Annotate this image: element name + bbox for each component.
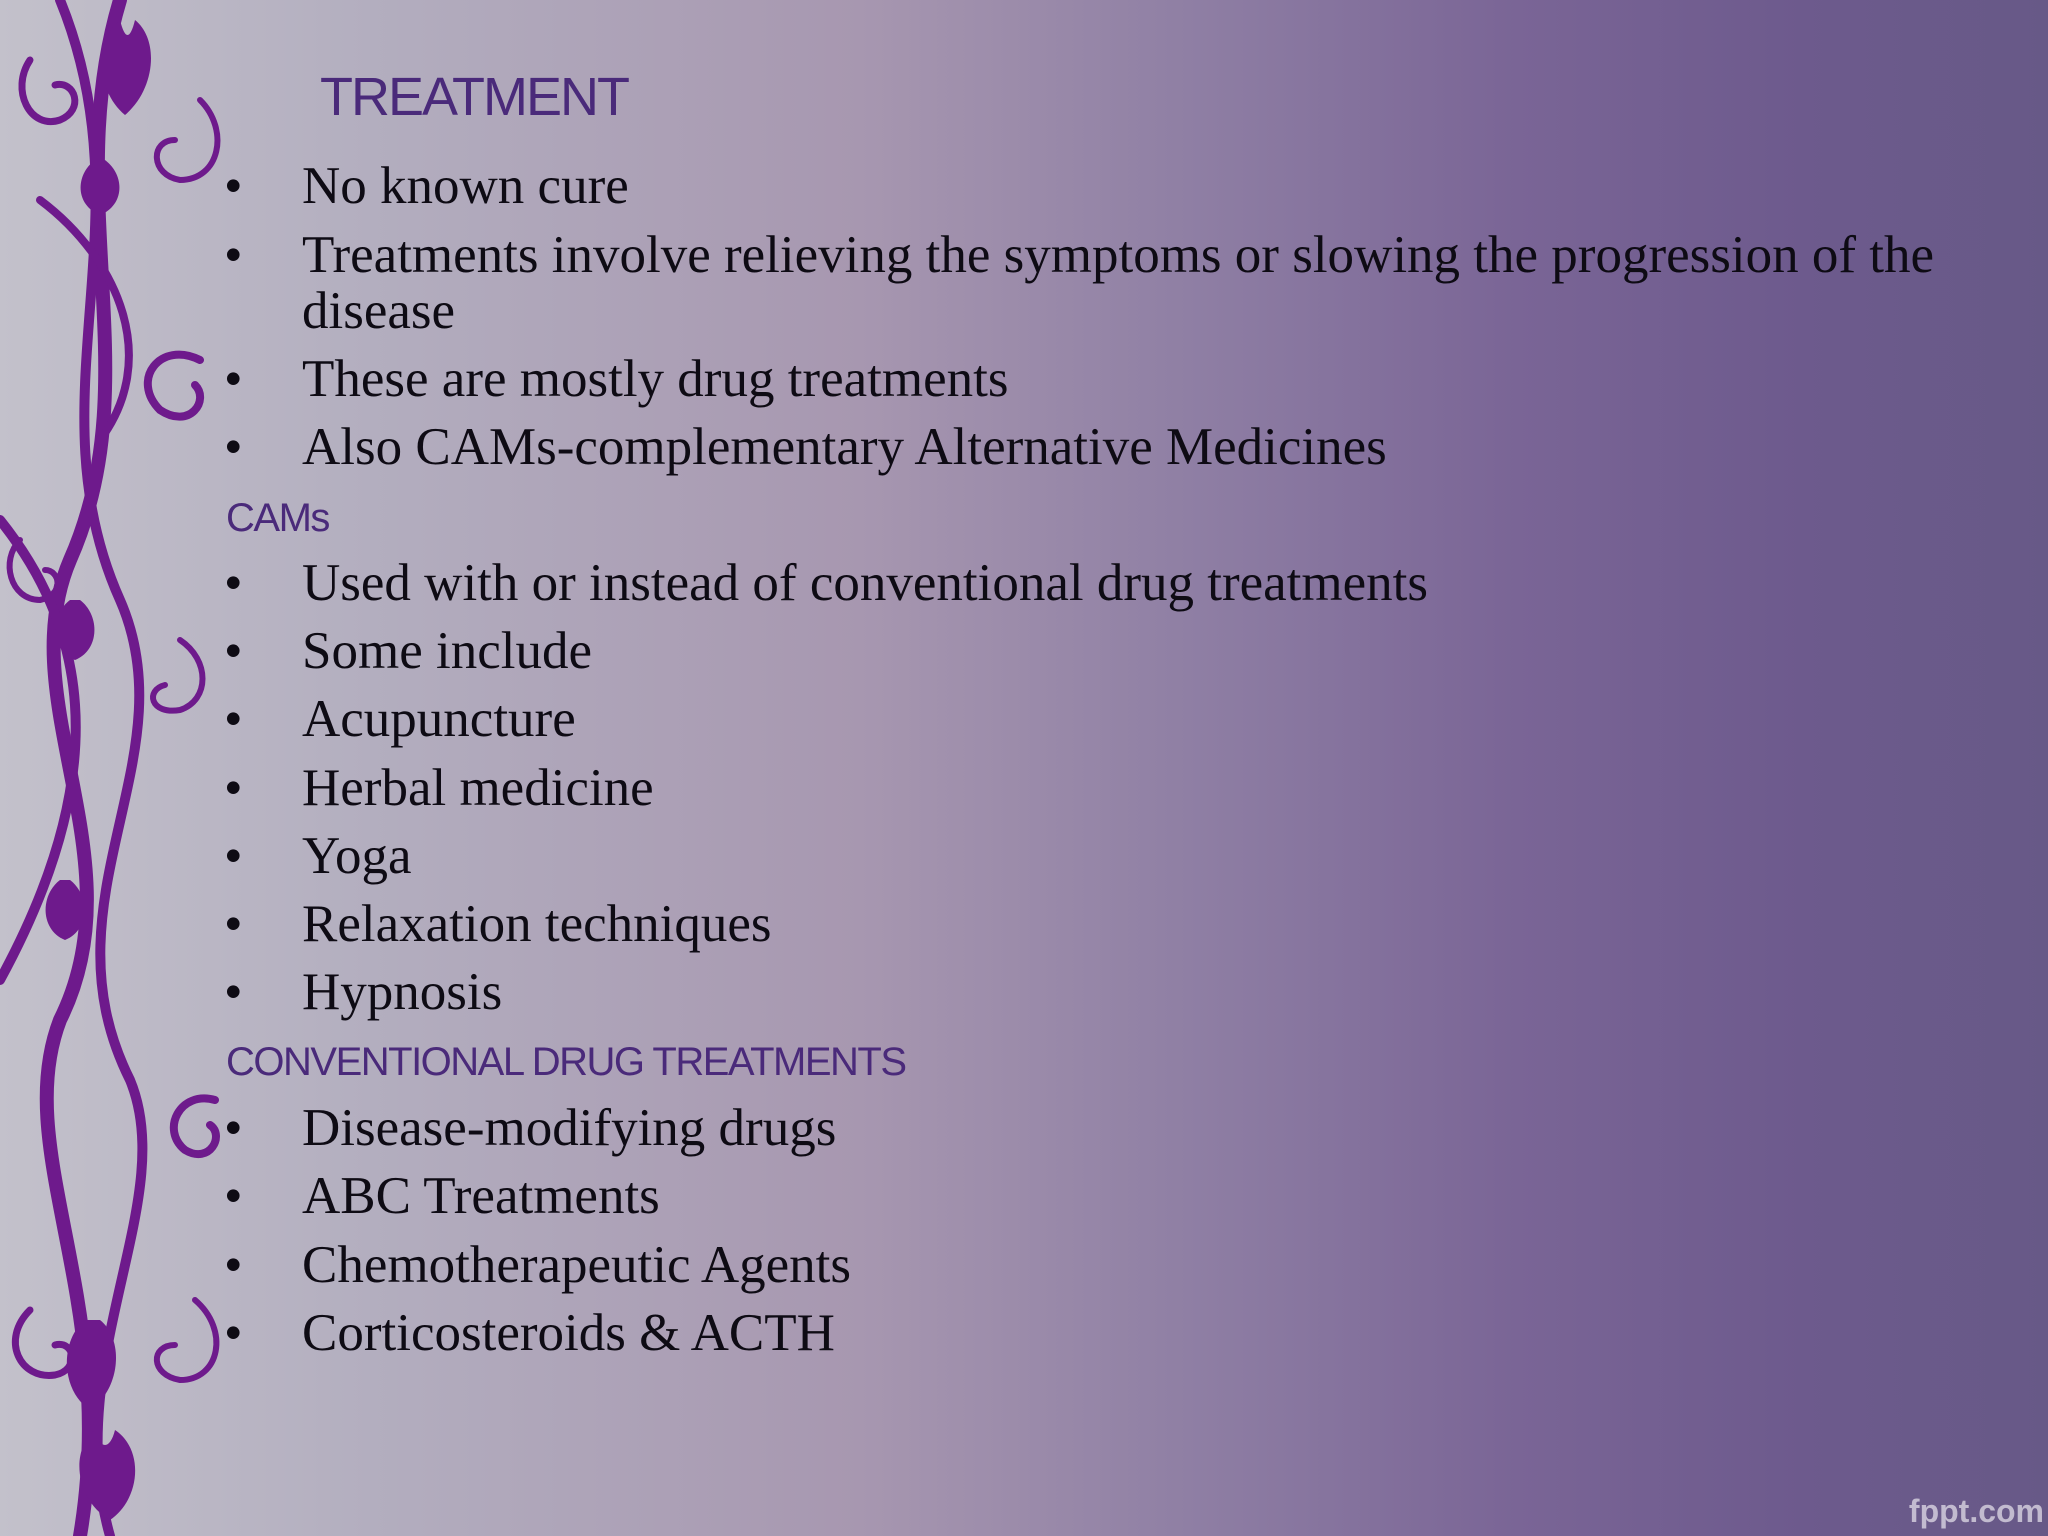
list-item: • Also CAMs-complementary Alternative Medicines bbox=[224, 418, 1387, 476]
section-heading-conventional: CONVENTIONAL DRUG TREATMENTS bbox=[226, 1040, 906, 1084]
bullet-icon: • bbox=[224, 963, 243, 1021]
list-item: • ABC Treatments bbox=[224, 1167, 660, 1225]
bullet-icon: • bbox=[224, 895, 243, 953]
bullet-icon: • bbox=[224, 1304, 243, 1362]
bullet-icon: • bbox=[224, 759, 243, 817]
list-item: • Relaxation techniques bbox=[224, 895, 772, 953]
watermark-text: fppt.com bbox=[1908, 1493, 2044, 1529]
list-item: • Chemotherapeutic Agents bbox=[224, 1236, 851, 1294]
bullet-icon: • bbox=[224, 350, 243, 408]
bullet-icon: • bbox=[224, 1236, 243, 1294]
list-item: • Disease-modifying drugs bbox=[224, 1099, 837, 1157]
bullet-icon: • bbox=[224, 1167, 243, 1225]
list-item: • Corticosteroids & ACTH bbox=[224, 1304, 835, 1362]
bullet-icon: • bbox=[224, 157, 243, 215]
list-item: • These are mostly drug treatments bbox=[224, 350, 1009, 408]
list-item: • Yoga bbox=[224, 827, 412, 885]
list-item: • Hypnosis bbox=[224, 963, 503, 1021]
bullet-icon: • bbox=[224, 418, 243, 476]
bullet-icon: • bbox=[224, 1099, 243, 1157]
list-item: • Treatments involve relieving the symptoms or slowing the progression of the disease bbox=[224, 226, 1935, 340]
list-item: • Herbal medicine bbox=[224, 759, 654, 817]
list-item: • Some include bbox=[224, 622, 592, 680]
slide-title: TREATMENT bbox=[320, 67, 628, 127]
bullet-icon: • bbox=[224, 554, 243, 612]
list-item: • No known cure bbox=[224, 157, 629, 215]
bullet-icon: • bbox=[224, 827, 243, 885]
list-item: • Acupuncture bbox=[224, 690, 576, 748]
bullet-icon: • bbox=[224, 622, 243, 680]
list-item: • Used with or instead of conventional drug treatments bbox=[224, 554, 1428, 612]
bullet-icon: • bbox=[224, 690, 243, 748]
bullet-icon: • bbox=[224, 226, 243, 284]
section-heading-cams: CAMs bbox=[226, 496, 329, 540]
